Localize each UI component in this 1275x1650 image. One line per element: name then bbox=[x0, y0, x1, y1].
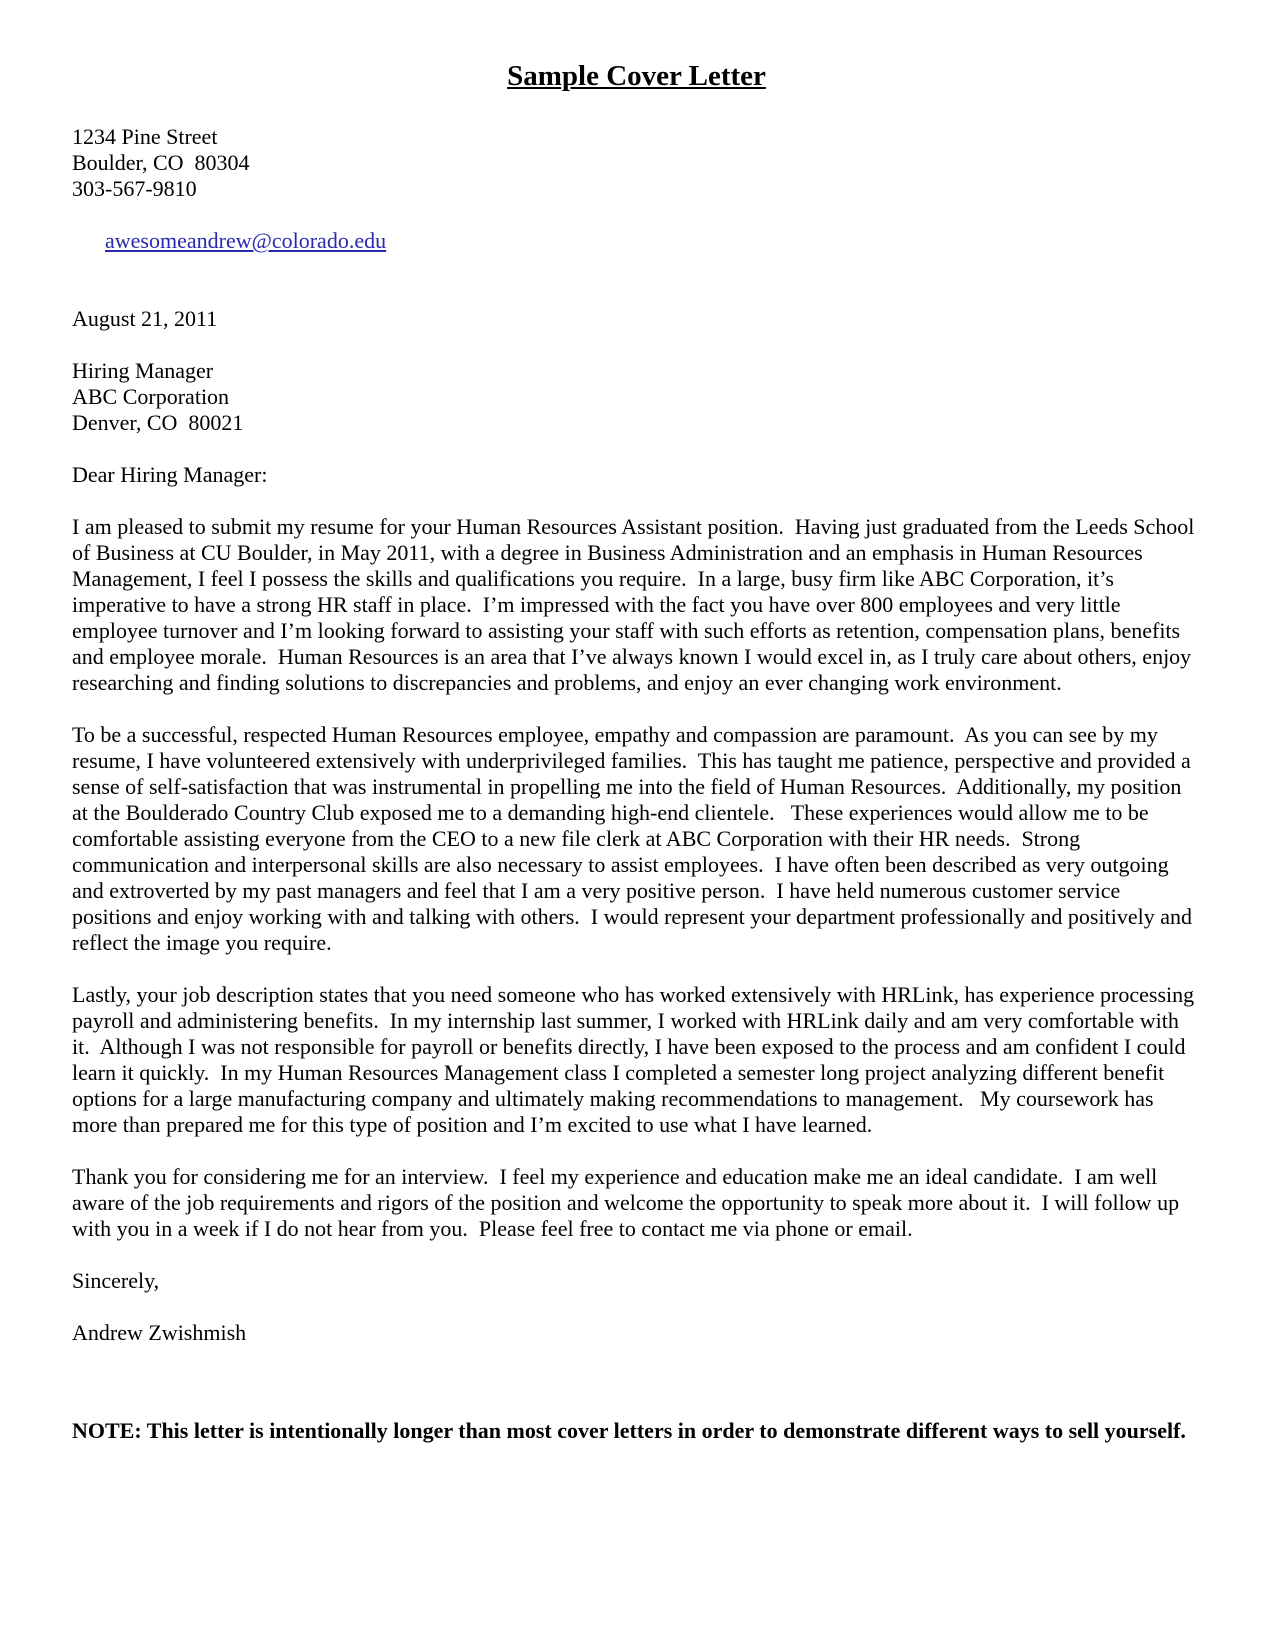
closing: Sincerely, bbox=[72, 1268, 160, 1293]
sender-city-state-zip: Boulder, CO 80304 bbox=[72, 150, 250, 175]
body-paragraph-4: Thank you for considering me for an interview. I feel my experience and education make me an ideal candidate. I am well aware of the job requirements and rigors of the position and welcome the opportunity to speak more about it. I will follow up with you in a week if I do not hear from you. Please feel free to contact me via phone or email. bbox=[72, 1164, 1185, 1241]
recipient-address-block bbox=[72, 358, 1201, 436]
recipient-name: Hiring Manager bbox=[72, 358, 214, 383]
page-title: Sample Cover Letter bbox=[507, 60, 766, 92]
letter-date: August 21, 2011 bbox=[72, 306, 218, 331]
editor-note: NOTE: This letter is intentionally longer than most cover letters in order to demonstrate different ways to sell yourself. bbox=[72, 1418, 1186, 1443]
sender-address-block bbox=[72, 124, 1201, 280]
recipient-company: ABC Corporation bbox=[72, 384, 230, 409]
salutation: Dear Hiring Manager: bbox=[72, 462, 268, 487]
sender-street: 1234 Pine Street bbox=[72, 124, 218, 149]
recipient-city-state-zip: Denver, CO 80021 bbox=[72, 410, 244, 435]
body-paragraph-1: I am pleased to submit my resume for your Human Resources Assistant position. Having just graduated from the Leeds School of Business at CU Boulder, in May 2011, with a degree in Business Administration and an emphasis in Human Resources Management, I feel I possess the skills and qualifications you require. In a large, busy firm like ABC Corporation, it’s imperative to have a strong HR staff in place. I’m impressed with the fact you have over 800 employees and very little employee turnover and I’m looking forward to assisting your staff with such efforts as retention, compensation plans, benefits and employee morale. Human Resources is an area that I’ve always known I would excel in, as I truly care about others, enjoy researching and finding solutions to discrepancies and problems, and enjoy an ever changing work environment. bbox=[72, 514, 1200, 695]
signature-name: Andrew Zwishmish bbox=[72, 1320, 247, 1345]
sender-phone: 303-567-9810 bbox=[72, 176, 197, 201]
body-paragraph-2: To be a successful, respected Human Resources employee, empathy and compassion are paramount. As you can see by my resume, I have volunteered extensively with underprivileged families. This has taught me patience, perspective and provided a sense of self-satisfaction that was instrumental in propelling me into the field of Human Resources. Additionally, my position at the Boulderado Country Club exposed me to a demanding high-end clientele. These experiences would allow me to be comfortable assisting everyone from the CEO to a new file clerk at ABC Corporation with their HR needs. Strong communication and interpersonal skills are also necessary to assist employees. I have often been described as very outgoing and extroverted by my past managers and feel that I am a very positive person. I have held numerous customer service positions and enjoy working with and talking with others. I would represent your department professionally and positively and reflect the image you require. bbox=[72, 722, 1198, 955]
body-paragraph-3: Lastly, your job description states that you need someone who has worked extensively with HRLink, has experience processing payroll and administering benefits. In my internship last summer, I worked with HRLink daily and am very comfortable with it. Although I was not responsible for payroll or benefits directly, I have been exposed to the process and am confident I could learn it quickly. In my Human Resources Management class I completed a semester long project analyzing different benefit options for a large manufacturing company and ultimately making recommendations to management. My coursework has more than prepared me for this type of position and I’m excited to use what I have learned. bbox=[72, 982, 1200, 1137]
sender-email-link[interactable]: awesomeandrew@colorado.edu bbox=[105, 228, 387, 253]
